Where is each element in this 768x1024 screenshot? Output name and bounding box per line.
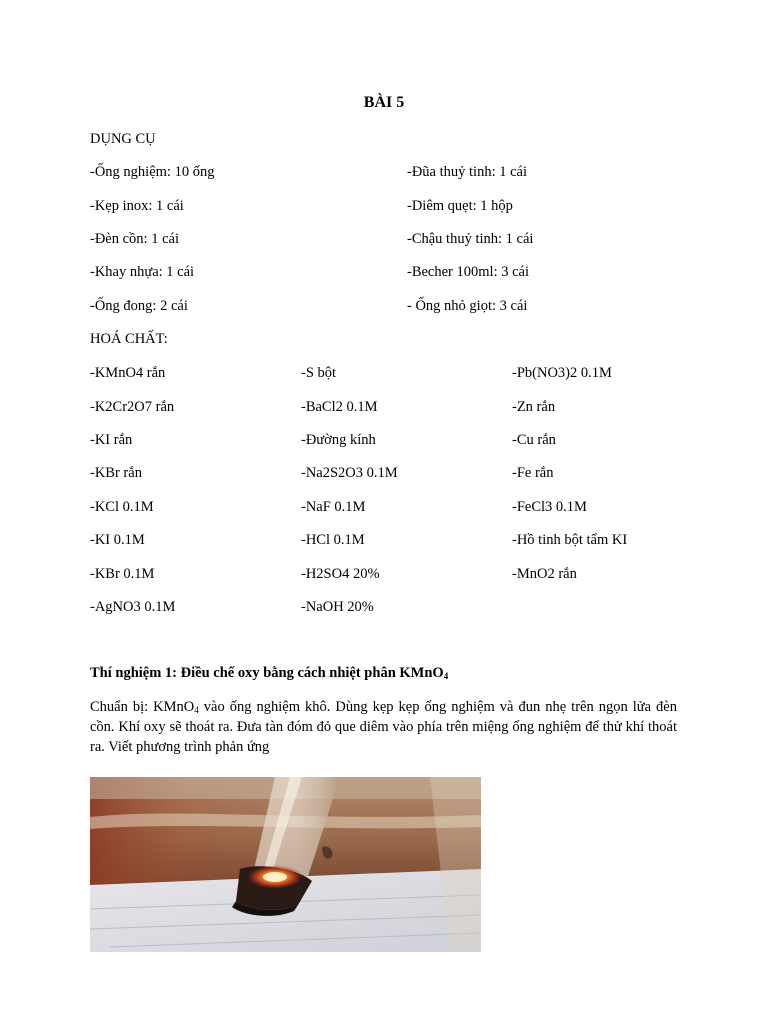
tool-item: -Đũa thuỷ tinh: 1 cái bbox=[407, 164, 528, 180]
chemical-item: -K2Cr2O7 rắn bbox=[90, 399, 175, 415]
chemical-item: -NaOH 20% bbox=[301, 599, 374, 615]
tools-heading: DỤNG CỤ bbox=[90, 131, 156, 147]
chemical-item: -H2SO4 20% bbox=[301, 566, 380, 582]
experiment-1-title-subscript: 4 bbox=[443, 671, 449, 681]
chemical-item: -KI rắn bbox=[90, 432, 133, 448]
tool-item: -Ống đong: 2 cái bbox=[90, 298, 188, 314]
prep-text-rest: vào ống nghiệm khô. Dùng kẹp kẹp ống nghiệm và đun nhẹ trên ngọn lửa đèn cồn. Khí oxy sẽ thoát ra. Đưa tàn đóm đỏ que diêm vào phía trên miệng ống nghiệm để thử khí thoát ra. Viết phương trình phản ứng bbox=[90, 699, 677, 755]
experiment-photo bbox=[90, 777, 481, 952]
tool-item: - Ống nhỏ giọt: 3 cái bbox=[407, 298, 528, 314]
tool-item: -Becher 100ml: 3 cái bbox=[407, 264, 529, 280]
experiment-1-title bbox=[90, 664, 448, 682]
chemical-item: -HCl 0.1M bbox=[301, 532, 365, 548]
chemical-item: -KCl 0.1M bbox=[90, 499, 154, 515]
chemical-item: -KBr rắn bbox=[90, 465, 142, 481]
chemical-item: -Hồ tinh bột tẩm KI bbox=[512, 532, 628, 548]
chemical-item: -Cu rắn bbox=[512, 432, 556, 448]
chemical-item: -Đường kính bbox=[301, 432, 376, 448]
experiment-1-preparation bbox=[90, 697, 677, 757]
experiment-1-title-text: Thí nghiệm 1: Điều chế oxy bằng cách nhiệt phân KMnO bbox=[90, 665, 444, 681]
tool-item: -Diêm quẹt: 1 hộp bbox=[407, 198, 513, 214]
tool-item: -Chậu thuỷ tinh: 1 cái bbox=[407, 231, 534, 247]
tool-item: -Kẹp inox: 1 cái bbox=[90, 198, 184, 214]
chemical-item: -S bột bbox=[301, 365, 337, 381]
chemical-item: -FeCl3 0.1M bbox=[512, 499, 587, 515]
chemical-item: -AgNO3 0.1M bbox=[90, 599, 176, 615]
chemical-item: -MnO2 rắn bbox=[512, 566, 577, 582]
chemicals-heading: HOÁ CHẤT: bbox=[90, 331, 168, 347]
tool-item: -Ống nghiệm: 10 ống bbox=[90, 164, 215, 180]
prep-subscript: 4 bbox=[194, 705, 199, 715]
chemical-item: -KI 0.1M bbox=[90, 532, 145, 548]
tool-item: -Đèn cồn: 1 cái bbox=[90, 231, 179, 247]
prep-text-start: Chuẩn bị: KMnO bbox=[90, 699, 195, 715]
page-title: BÀI 5 bbox=[363, 94, 405, 111]
test-tube-heating-image bbox=[90, 777, 481, 952]
chemical-item: -KMnO4 rắn bbox=[90, 365, 166, 381]
tool-item: -Khay nhựa: 1 cái bbox=[90, 264, 195, 280]
chemical-item: -BaCl2 0.1M bbox=[301, 399, 378, 415]
chemical-item: -Zn rắn bbox=[512, 399, 556, 415]
chemical-item: -NaF 0.1M bbox=[301, 499, 366, 515]
chemical-item: -Na2S2O3 0.1M bbox=[301, 465, 398, 481]
chemical-item: -Pb(NO3)2 0.1M bbox=[512, 365, 612, 381]
chemical-item: -KBr 0.1M bbox=[90, 566, 155, 582]
chemical-item: -Fe rắn bbox=[512, 465, 554, 481]
